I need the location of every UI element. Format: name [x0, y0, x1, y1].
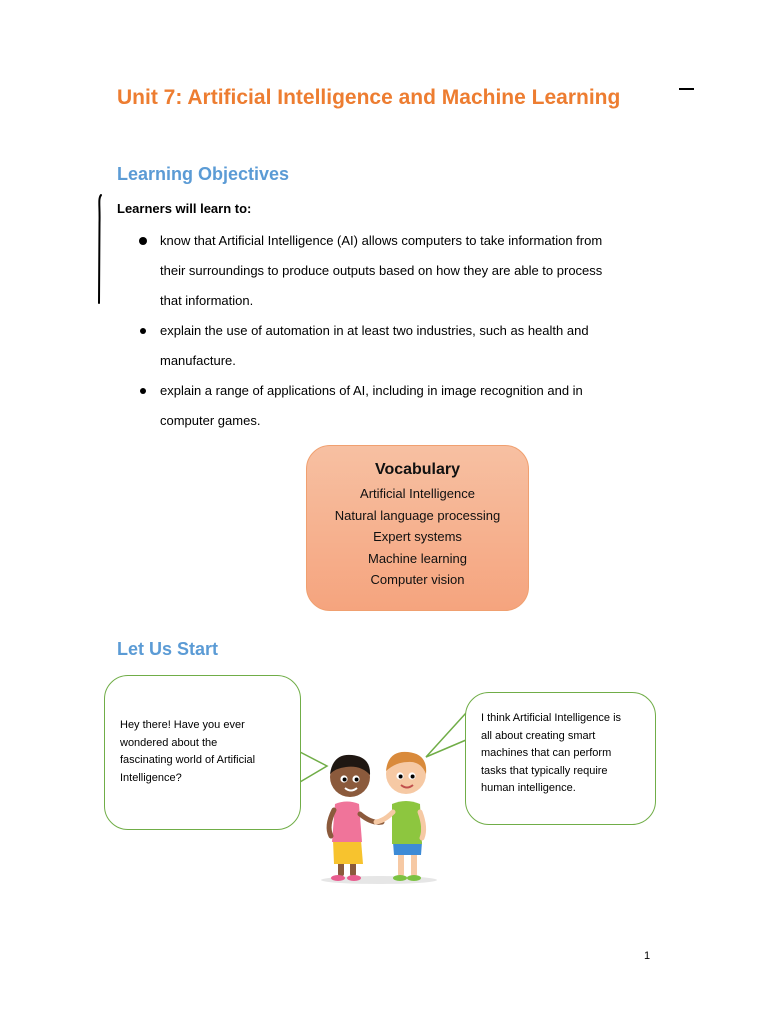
vocabulary-term: Artificial Intelligence: [360, 486, 475, 501]
objective-line: manufacture.: [160, 353, 236, 368]
objective-line: know that Artificial Intelligence (AI) allows computers to take information from: [160, 233, 603, 248]
vocabulary-term: Computer vision: [370, 572, 465, 587]
bullet-icon: [139, 237, 147, 245]
objective-line: their surroundings to produce outputs based on how they are able to process: [160, 263, 603, 278]
objectives-list: [160, 226, 660, 436]
bubble-line: fascinating world of Artificial: [120, 754, 256, 766]
vocabulary-term: Natural language processing: [334, 507, 501, 523]
vocabulary-title: Vocabulary: [374, 461, 461, 478]
objective-item: [160, 376, 660, 436]
bubble-line: I think Artificial Intelligence is: [481, 712, 622, 724]
vocabulary-term: Expert systems: [373, 529, 462, 544]
right-speech-bubble: [465, 692, 656, 825]
learners-intro: Learners will learn to:: [117, 201, 252, 216]
let-us-start-heading: Let Us Start: [117, 639, 219, 659]
dash-mark: [679, 88, 694, 90]
objective-item: [160, 226, 660, 316]
objective-line: explain the use of automation in at least two industries, such as health and: [160, 323, 589, 338]
page-number: 1: [644, 950, 651, 962]
bubble-line: machines that can perform: [481, 747, 612, 759]
bubble-line: Intelligence?: [120, 771, 182, 784]
objective-item: [160, 316, 660, 376]
bubble-line: wondered about the: [120, 736, 218, 749]
left-speech-bubble: [104, 675, 301, 830]
margin-bracket-mark: [97, 193, 103, 305]
objective-line: that information.: [160, 293, 254, 308]
vocabulary-list: [307, 483, 528, 591]
bullet-icon: [140, 388, 146, 394]
bubble-line: tasks that typically require: [481, 764, 608, 777]
bubble-line: human intelligence.: [481, 782, 576, 794]
objective-line: computer games.: [160, 413, 261, 428]
bubble-line: all about creating smart: [481, 729, 596, 742]
unit-title: Unit 7: Artificial Intelligence and Machine Learning: [117, 86, 621, 109]
learning-objectives-heading: Learning Objectives: [117, 164, 290, 184]
objective-line: explain a range of applications of AI, including in image recognition and in: [160, 383, 583, 398]
two-children-illustration: [316, 744, 446, 886]
vocabulary-box: [306, 445, 529, 611]
bubble-line: Hey there! Have you ever: [120, 719, 245, 731]
bullet-icon: [140, 328, 146, 334]
vocabulary-term: Machine learning: [367, 550, 467, 566]
